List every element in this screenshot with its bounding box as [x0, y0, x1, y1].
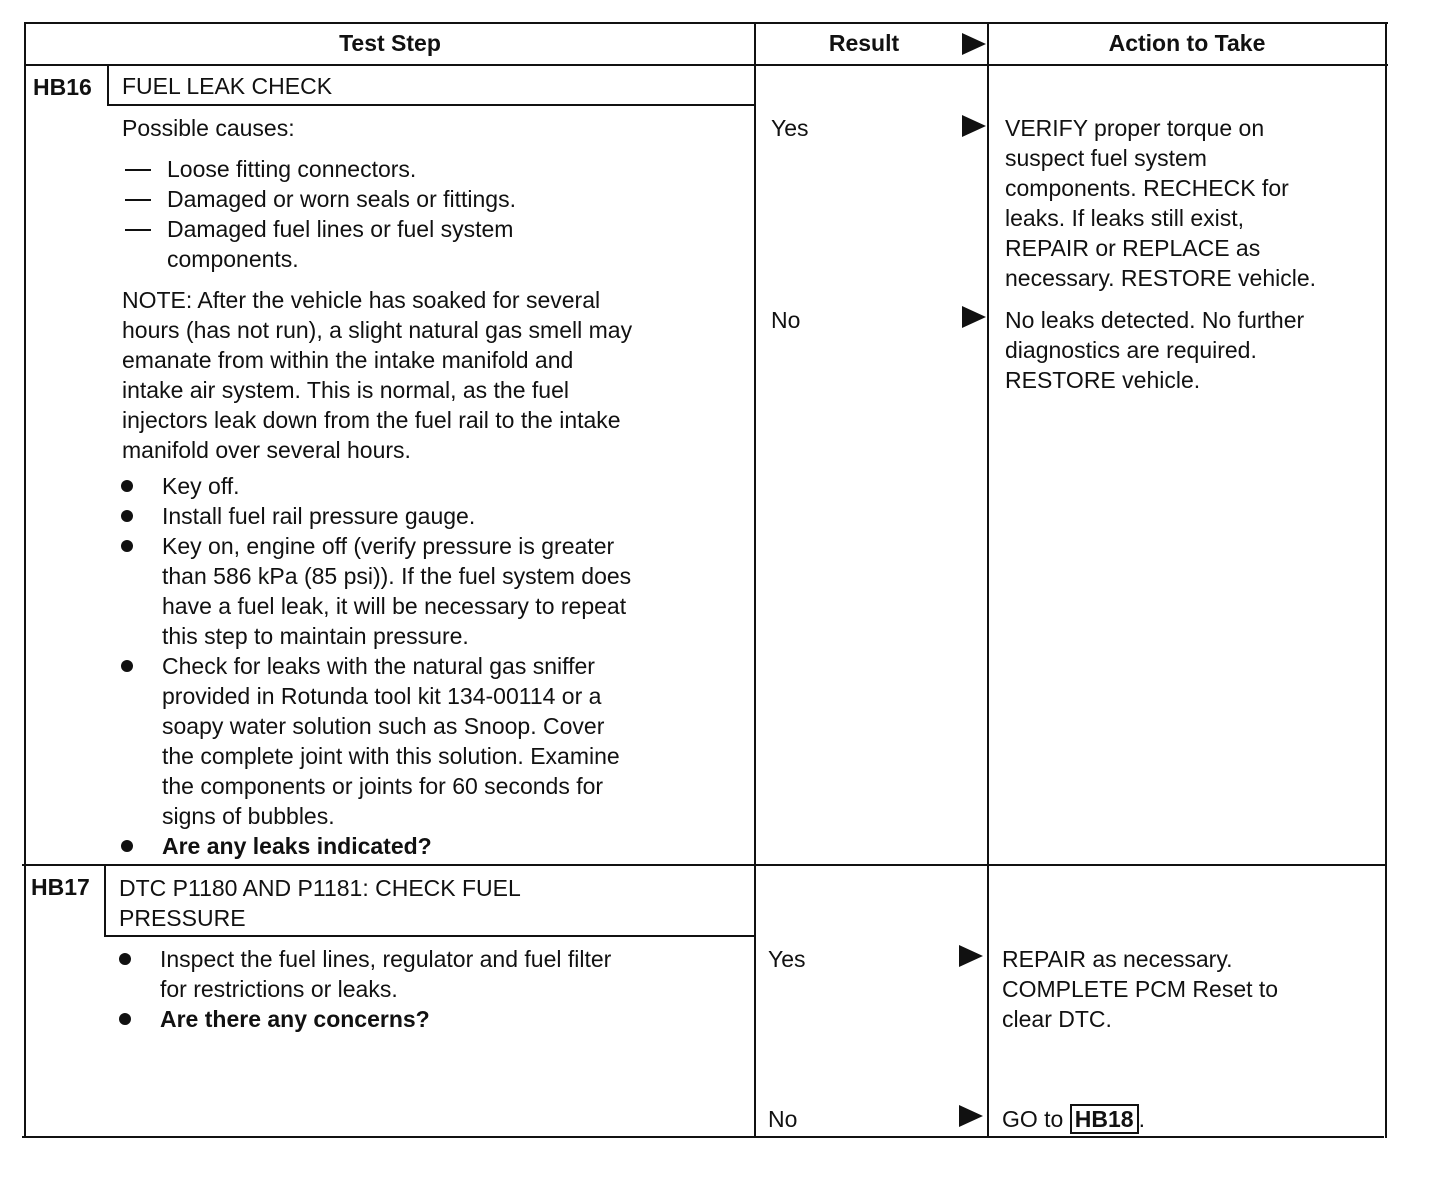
- bullet-icon: [121, 510, 133, 522]
- hb17-step: for restrictions or leaks.: [160, 976, 398, 1002]
- bullet-icon: [119, 953, 131, 965]
- bullet-icon: [119, 1013, 131, 1025]
- hb16-note-line: emanate from within the intake manifold and: [122, 347, 574, 373]
- hb16-note-line: hours (has not run), a slight natural gas smell may: [122, 317, 633, 343]
- header-action: Action to Take: [1108, 30, 1266, 56]
- hb16-step: Key on, engine off (verify pressure is greater: [162, 533, 615, 559]
- hb16-step: this step to maintain pressure.: [162, 623, 469, 649]
- hb16-yes-action-line: necessary. RESTORE vehicle.: [1005, 265, 1317, 291]
- hb18-reference-link[interactable]: HB18: [1070, 1104, 1139, 1134]
- table-left-border: [24, 22, 26, 1138]
- hb16-no-label: No: [771, 307, 801, 333]
- hb17-question: Are there any concerns?: [160, 1006, 430, 1032]
- hb17-title-bottom-border: [104, 935, 755, 937]
- bullet-icon: [121, 480, 133, 492]
- hb16-yes-label: Yes: [771, 115, 809, 141]
- hb16-code: HB16: [33, 74, 92, 100]
- hb17-title-line: DTC P1180 AND P1181: CHECK FUEL: [119, 875, 521, 901]
- hb17-step: Inspect the fuel lines, regulator and fuel filter: [160, 946, 612, 972]
- hb16-note-line: NOTE: After the vehicle has soaked for several: [122, 287, 601, 313]
- hb17-yes-action-line: REPAIR as necessary.: [1002, 946, 1233, 972]
- hb16-cause: components.: [167, 246, 299, 272]
- hb16-step: than 586 kPa (85 psi)). If the fuel system does: [162, 563, 632, 589]
- bullet-icon: [121, 540, 133, 552]
- hb16-step: have a fuel leak, it will be necessary to repeat: [162, 593, 627, 619]
- hb16-title: FUEL LEAK CHECK: [122, 73, 333, 99]
- hb16-step: soapy water solution such as Snoop. Cover: [162, 713, 605, 739]
- header-bottom-border: [26, 64, 1388, 66]
- result-column-divider: [754, 22, 756, 1138]
- hb16-step: Install fuel rail pressure gauge.: [162, 503, 476, 529]
- hb17-yes-label: Yes: [768, 946, 806, 972]
- hb16-title-bottom-border: [107, 104, 755, 106]
- hb16-yes-action-line: leaks. If leaks still exist,: [1005, 205, 1245, 231]
- hb17-no-action-suffix: .: [1138, 1106, 1145, 1132]
- table-top-border: [26, 22, 1388, 24]
- result-arrow-icon: [962, 306, 986, 328]
- hb16-step: provided in Rotunda tool kit 134-00114 or a: [162, 683, 602, 709]
- hb16-note-line: intake air system. This is normal, as the fuel: [122, 377, 569, 403]
- dash-icon: [125, 229, 151, 231]
- hb16-yes-action-line: suspect fuel system: [1005, 145, 1207, 171]
- hb17-code-divider: [104, 864, 106, 936]
- action-column-divider: [987, 22, 989, 1138]
- header-result: Result: [828, 30, 900, 56]
- hb16-step: signs of bubbles.: [162, 803, 335, 829]
- result-arrow-icon: [959, 1105, 983, 1127]
- hb17-no-action-prefix: GO to: [1002, 1106, 1064, 1132]
- hb16-no-action-line: diagnostics are required.: [1005, 337, 1257, 363]
- hb16-note-line: manifold over several hours.: [122, 437, 411, 463]
- hb16-note-line: injectors leak down from the fuel rail to the intake: [122, 407, 621, 433]
- table-right-border: [1385, 22, 1387, 1138]
- hb17-yes-action-line: COMPLETE PCM Reset to: [1002, 976, 1279, 1002]
- hb16-no-action-line: No leaks detected. No further: [1005, 307, 1305, 333]
- hb16-step: Key off.: [162, 473, 240, 499]
- dash-icon: [125, 169, 151, 171]
- hb16-cause: Loose fitting connectors.: [167, 156, 417, 182]
- header-test-step: Test Step: [339, 30, 441, 56]
- row-divider: [22, 864, 1386, 866]
- hb16-step: the complete joint with this solution. Examine: [162, 743, 620, 769]
- header-arrow-icon: [962, 33, 986, 55]
- hb16-step: Check for leaks with the natural gas sniffer: [162, 653, 595, 679]
- hb16-cause: Damaged or worn seals or fittings.: [167, 186, 516, 212]
- hb17-no-action: [1002, 1104, 1145, 1134]
- bullet-icon: [121, 660, 133, 672]
- hb17-no-label: No: [768, 1106, 798, 1132]
- dash-icon: [125, 199, 151, 201]
- result-arrow-icon: [959, 945, 983, 967]
- hb17-yes-action-line: clear DTC.: [1002, 1006, 1112, 1032]
- hb16-causes-heading: Possible causes:: [122, 115, 295, 141]
- hb16-code-divider: [107, 64, 109, 106]
- hb16-yes-action-line: components. RECHECK for: [1005, 175, 1289, 201]
- hb16-question: Are any leaks indicated?: [162, 833, 432, 859]
- bullet-icon: [121, 840, 133, 852]
- hb16-cause: Damaged fuel lines or fuel system: [167, 216, 514, 242]
- hb16-yes-action-line: VERIFY proper torque on: [1005, 115, 1265, 141]
- hb17-title-line: PRESSURE: [119, 905, 246, 931]
- hb16-no-action-line: RESTORE vehicle.: [1005, 367, 1201, 393]
- result-arrow-icon: [962, 115, 986, 137]
- hb16-yes-action-line: REPAIR or REPLACE as: [1005, 235, 1261, 261]
- hb17-code: HB17: [31, 874, 90, 900]
- hb16-step: the components or joints for 60 seconds for: [162, 773, 604, 799]
- table-bottom-border: [22, 1136, 1384, 1138]
